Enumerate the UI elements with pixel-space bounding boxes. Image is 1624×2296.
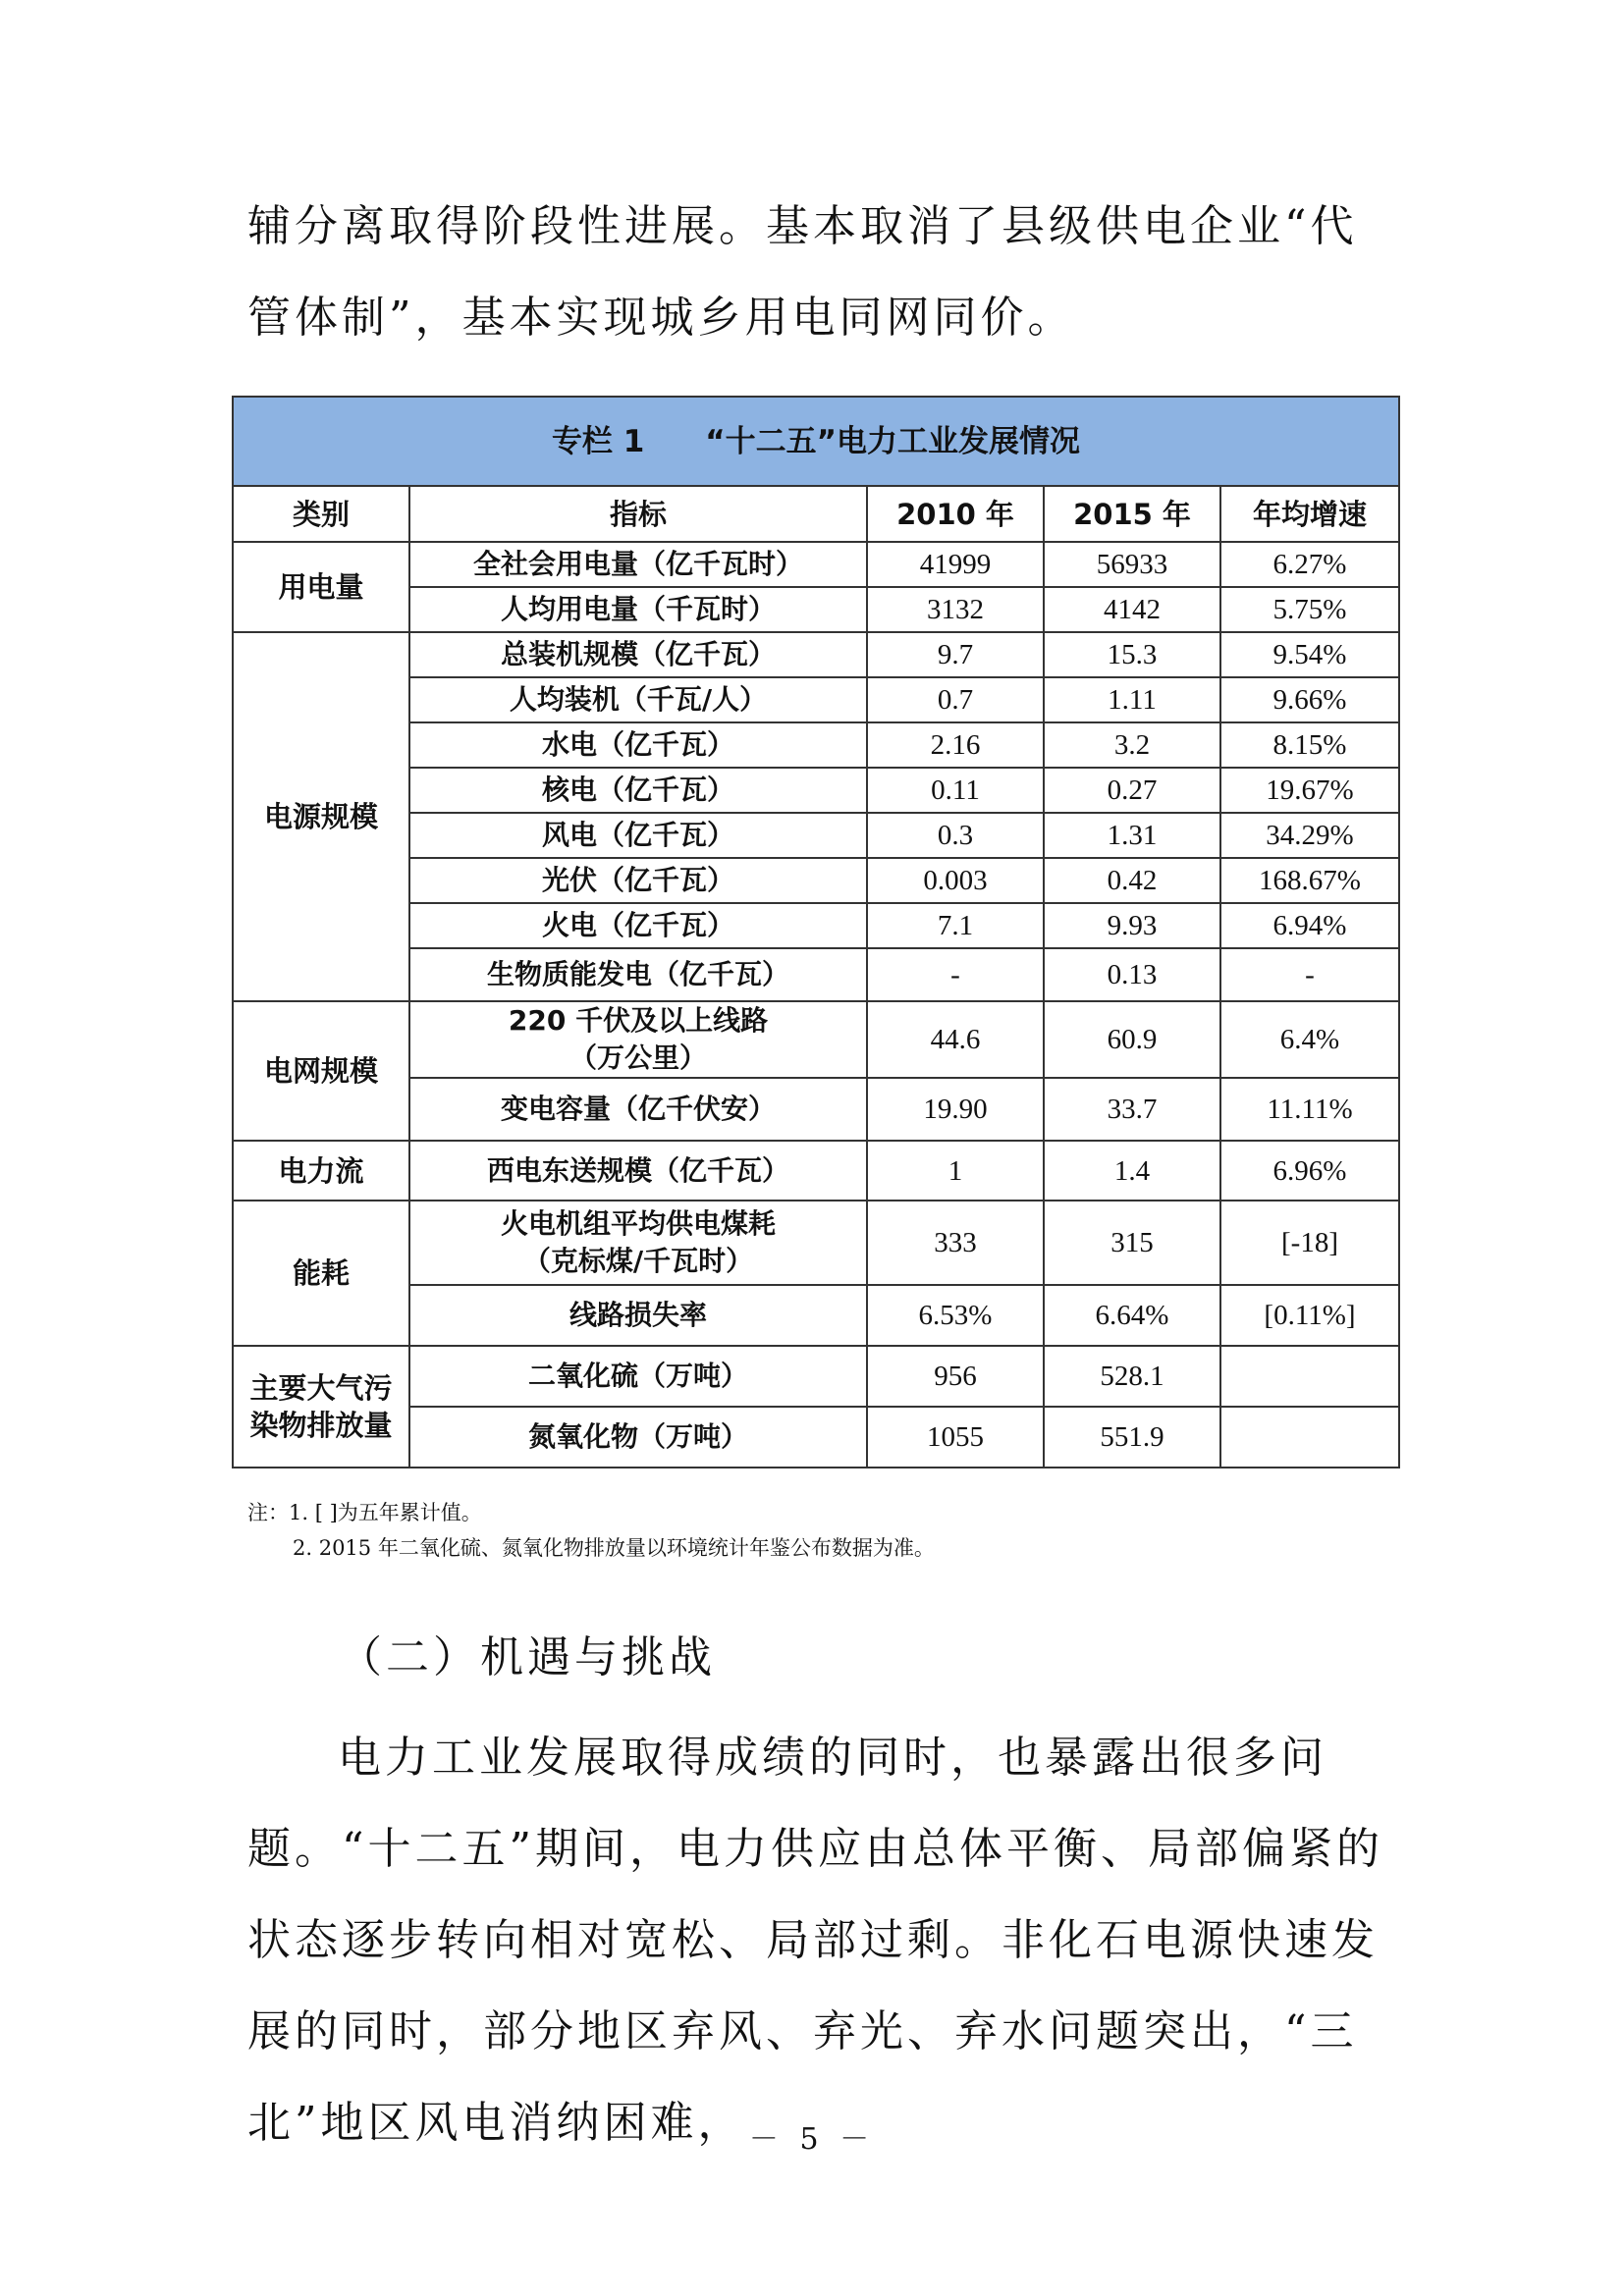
value-2015-cell: 4142 [1044, 587, 1220, 632]
indicator-line: 火电机组平均供电煤耗 [500, 1207, 776, 1240]
growth-cell: 9.66% [1220, 677, 1399, 722]
indicator-line: （克标煤/千瓦时） [522, 1245, 754, 1277]
indicator-cell [409, 1201, 867, 1285]
indicator-cell: 二氧化硫（万吨） [409, 1346, 867, 1407]
table-title: 专栏 1 “十二五”电力工业发展情况 [233, 397, 1399, 486]
value-2010-cell: 0.7 [867, 677, 1044, 722]
indicator-cell: 人均装机（千瓦/人） [409, 677, 867, 722]
value-2010-cell: 1 [867, 1141, 1044, 1201]
value-2015-cell: 6.64% [1044, 1285, 1220, 1346]
value-2015-cell: 15.3 [1044, 632, 1220, 677]
indicator-cell: 生物质能发电（亿千瓦） [409, 948, 867, 1001]
value-2010-cell: 9.7 [867, 632, 1044, 677]
value-2015-cell: 551.9 [1044, 1407, 1220, 1468]
category-cell: 能耗 [233, 1201, 409, 1346]
value-2010-cell: 41999 [867, 542, 1044, 587]
category-cell: 电力流 [233, 1141, 409, 1201]
value-2010-cell: 3132 [867, 587, 1044, 632]
table-notes [247, 1495, 935, 1566]
value-2015-cell: 56933 [1044, 542, 1220, 587]
growth-cell: 6.27% [1220, 542, 1399, 587]
table-row [233, 1201, 1399, 1285]
value-2015-cell: 528.1 [1044, 1346, 1220, 1407]
growth-cell: 6.94% [1220, 903, 1399, 948]
indicator-cell: 线路损失率 [409, 1285, 867, 1346]
growth-cell: - [1220, 948, 1399, 1001]
header-category: 类别 [233, 486, 409, 542]
value-2010-cell: 1055 [867, 1407, 1044, 1468]
value-2015-cell: 315 [1044, 1201, 1220, 1285]
growth-cell [1220, 1346, 1399, 1407]
value-2015-cell: 0.13 [1044, 948, 1220, 1001]
growth-cell: [0.11%] [1220, 1285, 1399, 1346]
indicator-cell: 变电容量（亿千伏安） [409, 1078, 867, 1141]
table-body [233, 542, 1399, 1468]
indicator-cell: 风电（亿千瓦） [409, 813, 867, 858]
indicator-cell: 光伏（亿千瓦） [409, 858, 867, 903]
paragraph-top: 辅分离取得阶段性进展。基本取消了县级供电企业“代管体制”，基本实现城乡用电同网同价。 [247, 201, 1358, 343]
value-2010-cell: 6.53% [867, 1285, 1044, 1346]
indicator-cell: 总装机规模（亿千瓦） [409, 632, 867, 677]
value-2010-cell: 0.3 [867, 813, 1044, 858]
value-2015-cell: 1.4 [1044, 1141, 1220, 1201]
growth-cell: 34.29% [1220, 813, 1399, 858]
growth-cell: 11.11% [1220, 1078, 1399, 1141]
value-2010-cell: 19.90 [867, 1078, 1044, 1141]
indicator-cell: 水电（亿千瓦） [409, 722, 867, 768]
value-2015-cell: 33.7 [1044, 1078, 1220, 1141]
value-2010-cell: 44.6 [867, 1001, 1044, 1078]
category-cell [233, 1346, 409, 1468]
growth-cell: 168.67% [1220, 858, 1399, 903]
value-2015-cell: 60.9 [1044, 1001, 1220, 1078]
value-2010-cell: 0.003 [867, 858, 1044, 903]
growth-cell: [-18] [1220, 1201, 1399, 1285]
value-2010-cell: 2.16 [867, 722, 1044, 768]
header-growth: 年均增速 [1220, 486, 1399, 542]
growth-cell: 6.96% [1220, 1141, 1399, 1201]
value-2015-cell: 0.42 [1044, 858, 1220, 903]
header-2015: 2015 年 [1044, 486, 1220, 542]
indicator-cell: 火电（亿千瓦） [409, 903, 867, 948]
growth-cell: 9.54% [1220, 632, 1399, 677]
header-2010: 2010 年 [867, 486, 1044, 542]
value-2010-cell: - [867, 948, 1044, 1001]
indicator-cell: 核电（亿千瓦） [409, 768, 867, 813]
indicator-cell: 全社会用电量（亿千瓦时） [409, 542, 867, 587]
paragraph-bottom: 电力工业发展取得成绩的同时，也暴露出很多问题。“十二五”期间，电力供应由总体平衡、局部偏紧的状态逐步转向相对宽松、局部过剩。非化石电源快速发展的同时，部分地区弃风、弃光、弃水问题突出，“三北”地区风电消纳困难， [247, 1733, 1383, 2148]
category-cell: 用电量 [233, 542, 409, 632]
category-cell: 电网规模 [233, 1001, 409, 1141]
growth-cell: 19.67% [1220, 768, 1399, 813]
value-2015-cell: 1.11 [1044, 677, 1220, 722]
column-table [232, 396, 1400, 1468]
category-line: 染物排放量 [249, 1409, 393, 1442]
section-heading: （二）机遇与挑战 [339, 1632, 716, 1682]
growth-cell: 5.75% [1220, 587, 1399, 632]
category-line: 主要大气污 [249, 1371, 393, 1405]
value-2015-cell: 3.2 [1044, 722, 1220, 768]
value-2015-cell: 1.31 [1044, 813, 1220, 858]
note-2: 2. 2015 年二氧化硫、氮氧化物排放量以环境统计年鉴公布数据为准。 [293, 1536, 935, 1560]
indicator-cell [409, 1001, 867, 1078]
growth-cell: 8.15% [1220, 722, 1399, 768]
header-indicator: 指标 [409, 486, 867, 542]
note-1: 注：1. [ ]为五年累计值。 [247, 1501, 482, 1524]
table-row [233, 1001, 1399, 1078]
table-row [233, 1141, 1399, 1201]
indicator-cell: 西电东送规模（亿千瓦） [409, 1141, 867, 1201]
growth-cell: 6.4% [1220, 1001, 1399, 1078]
table-row [233, 632, 1399, 677]
indicator-cell: 人均用电量（千瓦时） [409, 587, 867, 632]
indicator-line: 220 千伏及以上线路 [508, 1004, 769, 1037]
value-2010-cell: 333 [867, 1201, 1044, 1285]
value-2010-cell: 956 [867, 1346, 1044, 1407]
table-row [233, 1346, 1399, 1407]
value-2015-cell: 0.27 [1044, 768, 1220, 813]
indicator-cell: 氮氧化物（万吨） [409, 1407, 867, 1468]
table-row [233, 542, 1399, 587]
value-2010-cell: 0.11 [867, 768, 1044, 813]
value-2015-cell: 9.93 [1044, 903, 1220, 948]
indicator-line: （万公里） [568, 1041, 707, 1074]
category-cell: 电源规模 [233, 632, 409, 1001]
page-number: － 5 － [748, 2122, 876, 2157]
value-2010-cell: 7.1 [867, 903, 1044, 948]
growth-cell [1220, 1407, 1399, 1468]
